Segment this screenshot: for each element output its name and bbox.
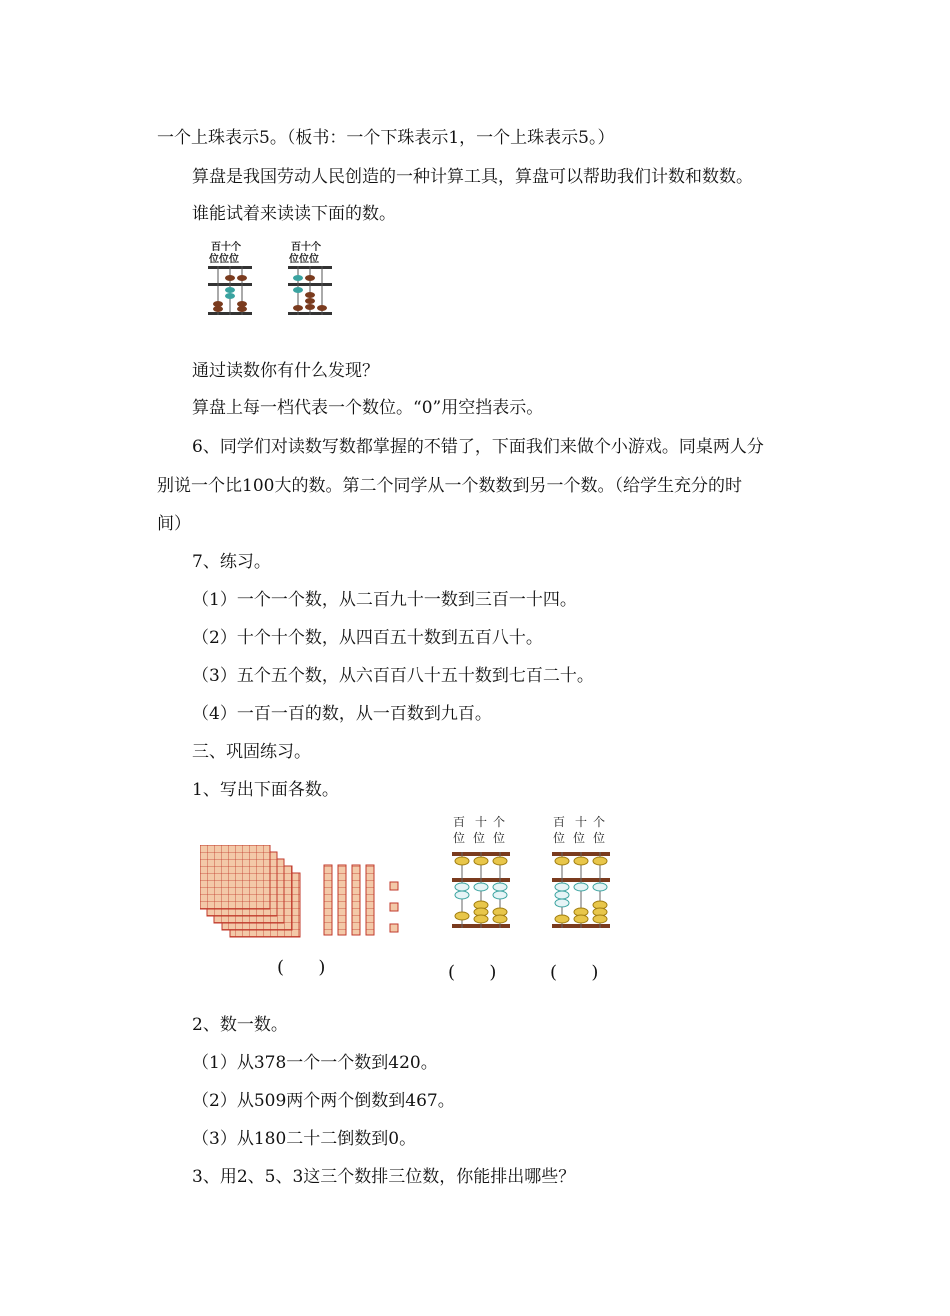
one-cube [390, 903, 398, 911]
line-15: 2、数一数。 [192, 1015, 288, 1035]
label-unit: 位 [473, 831, 486, 845]
line-19: 3、用2、5、3这三个数排三位数，你能排出哪些？ [192, 1167, 576, 1187]
line-13: 三、巩固练习。 [192, 742, 311, 762]
line-17: （2）从509两个两个倒数到467。 [192, 1091, 455, 1111]
label-unit: 位 [453, 831, 466, 845]
one-cube [390, 924, 398, 932]
one-cube [390, 882, 398, 890]
line-2: 谁能试着来读读下面的数。 [192, 204, 396, 224]
line-16: （1）从378一个一个数到420。 [192, 1053, 438, 1073]
ten-rod [324, 865, 332, 935]
line-12: （4）一百一百的数，从一百数到九百。 [192, 704, 492, 724]
line-14: 1、写出下面各数。 [192, 780, 339, 800]
large-abacus-1 [448, 812, 514, 937]
label-ones: 个 [593, 815, 606, 829]
line-6: 别说一个比100大的数。第二个同学从一个数数到另一个数。（给学生充分的时 [157, 476, 742, 496]
ten-rod [338, 865, 346, 935]
label-unit: 位 [493, 831, 506, 845]
small-abacus-1 [205, 240, 257, 320]
small-abacus-2 [285, 240, 337, 320]
line-5: 6、同学们对读数写数都掌握的不错了，下面我们来做个小游戏。同桌两人分 [192, 437, 764, 457]
label-tens: 十 [475, 815, 488, 829]
abacus-caption-bottom: 位位位 [209, 254, 239, 265]
answer-blank-blocks[interactable]: ( ) [277, 957, 326, 978]
line-11: （3）五个五个数，从六百百八十五十数到七百二十。 [192, 666, 594, 686]
label-hundreds: 百 [553, 815, 566, 829]
base-ten-blocks [200, 845, 410, 940]
abacus-caption-bottom: 位位位 [289, 254, 319, 265]
line-9: （1）一个一个数，从二百九十一数到三百一十四。 [192, 590, 577, 610]
hundred-flat [200, 845, 270, 909]
answer-blank-abacus-2[interactable]: ( ) [550, 962, 599, 983]
label-ones: 个 [493, 815, 506, 829]
label-tens: 十 [575, 815, 588, 829]
abacus-caption-top: 百十个 [291, 242, 321, 253]
ten-rod [352, 865, 360, 935]
ten-rod [366, 865, 374, 935]
label-unit: 位 [553, 831, 566, 845]
line-8: 7、练习。 [192, 552, 271, 572]
label-unit: 位 [593, 831, 606, 845]
label-hundreds: 百 [453, 815, 466, 829]
label-unit: 位 [573, 831, 586, 845]
line-10: （2）十个十个数，从四百五十数到五百八十。 [192, 628, 543, 648]
large-abacus-2 [548, 812, 614, 937]
line-7: 间） [157, 514, 191, 534]
line-4: 算盘上每一档代表一个数位。“0”用空挡表示。 [192, 398, 544, 418]
line-1: 算盘是我国劳动人民创造的一种计算工具，算盘可以帮助我们计数和数数。 [192, 167, 753, 187]
answer-blank-abacus-1[interactable]: ( ) [448, 962, 497, 983]
abacus-caption-top: 百十个 [211, 242, 241, 253]
line-0: 一个上珠表示5。（板书：一个下珠表示1，一个上珠表示5。） [157, 128, 615, 148]
line-18: （3）从180二十二倒数到0。 [192, 1129, 417, 1149]
line-3: 通过读数你有什么发现？ [192, 361, 379, 381]
